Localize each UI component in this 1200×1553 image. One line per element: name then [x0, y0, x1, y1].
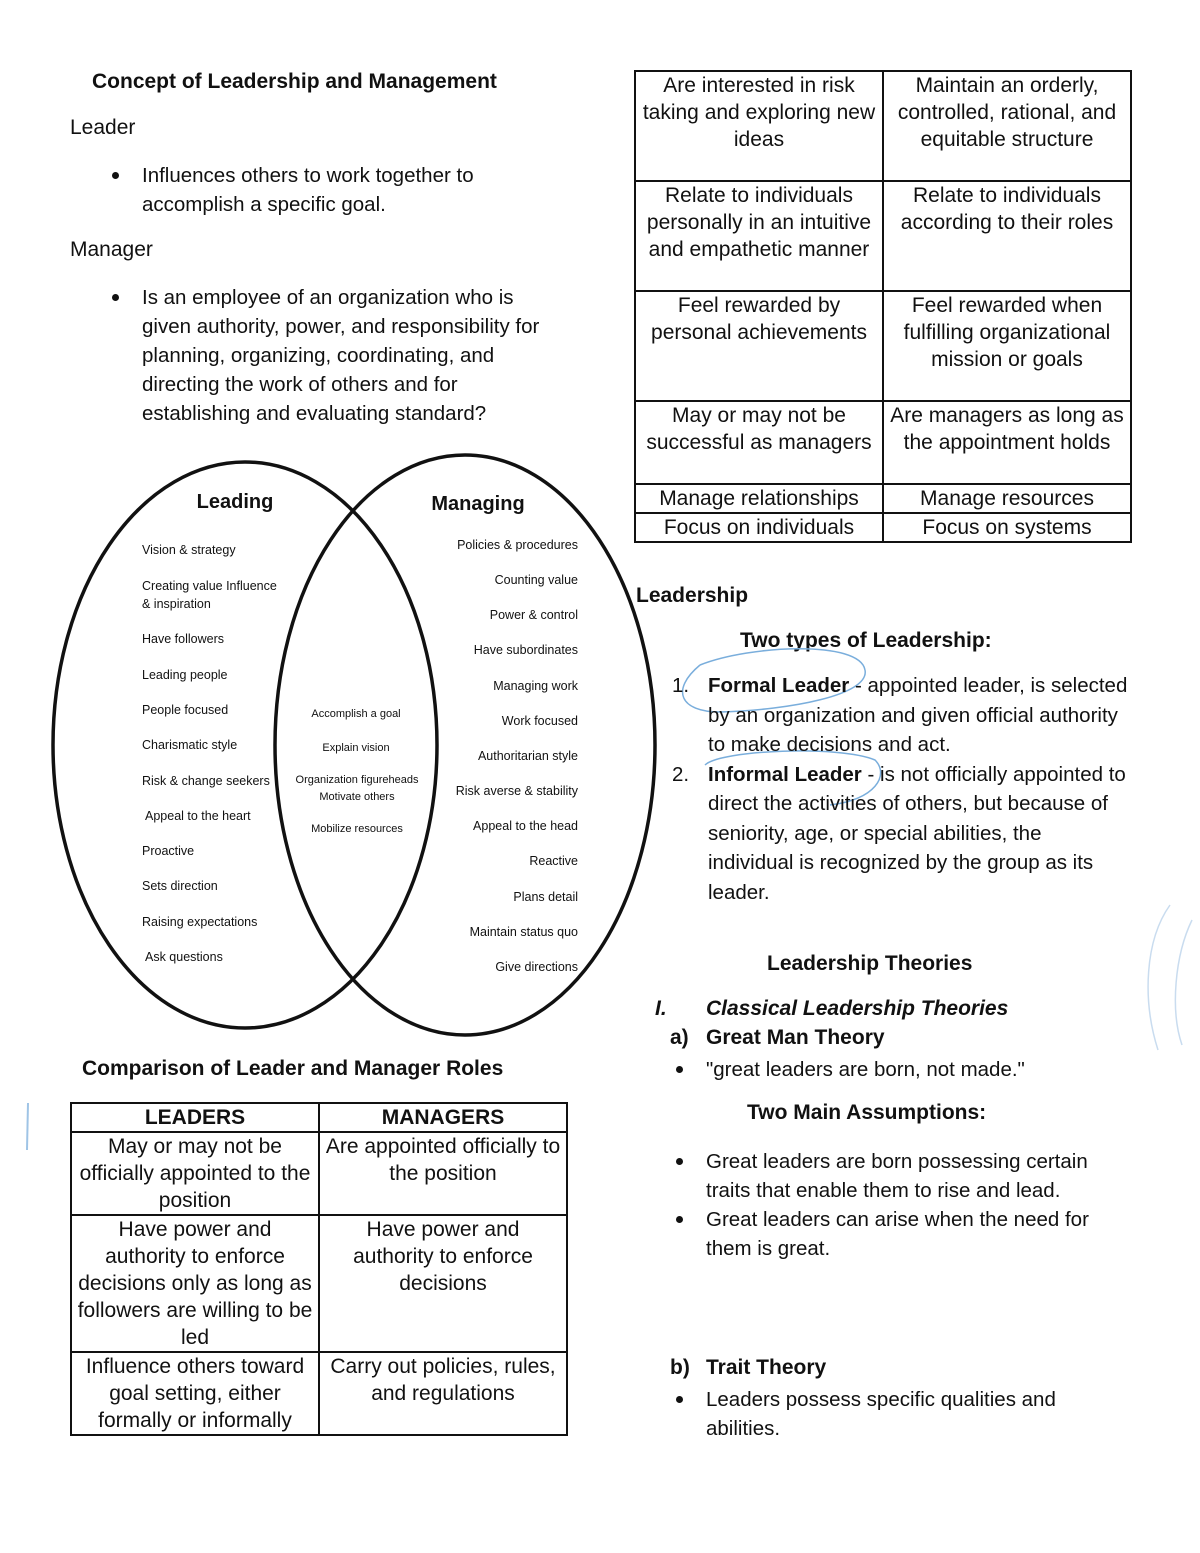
managers-header: MANAGERS	[319, 1103, 567, 1132]
comparison-title: Comparison of Leader and Manager Roles	[82, 1057, 504, 1080]
table-cell: Relate to individuals personally in an intuitive and empathetic manner	[635, 181, 883, 291]
table-cell: Have power and authority to enforce decisions	[319, 1215, 567, 1352]
manager-label: Manager	[70, 238, 153, 261]
managing-item: Plans detail	[513, 890, 578, 904]
managing-item: Power & control	[489, 608, 578, 622]
trait-bullets	[670, 1385, 1130, 1443]
two-types-title: Two types of Leadership:	[740, 629, 992, 652]
table-cell: Feel rewarded when fulfilling organizational mission or goals	[883, 291, 1131, 401]
leading-item: Leading people	[142, 668, 228, 682]
table-row	[635, 484, 1131, 513]
assumption-item: Great leaders are born possessing certain traits that enable them to rise and lead.	[670, 1147, 1130, 1205]
leading-item: People focused	[142, 703, 229, 717]
leading-item: Risk & change seekers	[142, 774, 270, 788]
classical-number: I.	[655, 997, 667, 1020]
managing-item: Give directions	[495, 960, 578, 974]
great-man-bullets	[670, 1055, 1140, 1084]
table-cell: Focus on systems	[883, 513, 1131, 542]
trait-title: Trait Theory	[706, 1356, 827, 1379]
trait-number: b)	[670, 1356, 690, 1379]
leading-item: & inspiration	[142, 597, 211, 611]
shared-item: Accomplish a goal	[311, 708, 401, 720]
leader-label: Leader	[70, 116, 136, 139]
table-cell: Carry out policies, rules, and regulations	[319, 1352, 567, 1435]
table-row	[635, 513, 1131, 542]
table-row	[635, 401, 1131, 484]
leaders-header: LEADERS	[71, 1103, 319, 1132]
manager-bullets	[106, 283, 556, 428]
leader-bullets	[106, 161, 546, 219]
managing-item: Counting value	[494, 573, 578, 587]
shared-item: Mobilize resources	[311, 823, 403, 835]
table-cell: Focus on individuals	[635, 513, 883, 542]
assumptions-title: Two Main Assumptions:	[747, 1101, 987, 1124]
table-cell: Relate to individuals according to their roles	[883, 181, 1131, 291]
managing-item: Maintain status quo	[469, 925, 578, 939]
table-cell: Feel rewarded by personal achievements	[635, 291, 883, 401]
leading-item: Have followers	[142, 632, 224, 646]
leadership-heading: Leadership	[636, 584, 749, 607]
table-cell: Manage relationships	[635, 484, 883, 513]
leading-item: Ask questions	[145, 950, 223, 964]
table-cell: May or may not be officially appointed to the position	[71, 1132, 319, 1215]
table-row	[71, 1215, 567, 1352]
margin-marks	[1130, 900, 1200, 1060]
formal-leader-text: - appointed leader, is selected by an organization and given official authority to make decisions and act.	[708, 674, 1128, 756]
table-cell: Have power and authority to enforce decisions only as long as followers are willing to be led	[71, 1215, 319, 1352]
table-row	[635, 291, 1131, 401]
table-cell: Influence others toward goal setting, either formally or informally	[71, 1352, 319, 1435]
list-number: 1.	[672, 674, 690, 697]
leading-item: Creating value Influence	[142, 579, 277, 593]
table-header-row	[71, 1103, 567, 1132]
managing-item: Risk averse & stability	[455, 784, 578, 798]
table-row	[71, 1132, 567, 1215]
trait-bullet: Leaders possess specific qualities and abilities.	[670, 1385, 1130, 1443]
managing-item: Managing work	[493, 679, 578, 693]
table-cell: Are interested in risk taking and exploring new ideas	[635, 71, 883, 181]
informal-leader-item	[672, 760, 1132, 908]
informal-leader-term: Informal Leader	[708, 762, 862, 786]
list-number: 2.	[672, 762, 690, 786]
theories-title: Leadership Theories	[767, 952, 973, 975]
assumption-item: Great leaders can arise when the need for them is great.	[670, 1205, 1130, 1263]
leading-item: Vision & strategy	[142, 543, 236, 557]
shared-item: Organization figureheads	[295, 774, 419, 786]
assumptions-list	[670, 1147, 1130, 1263]
informal-leader-text: - is not officially appointed to direct the activities of others, but because of seniority, age, or special abilities, the individual is recognized by the group as its leader.	[708, 762, 1126, 904]
managing-items	[456, 538, 579, 974]
leadership-types-list	[672, 671, 1132, 907]
leading-item: Raising expectations	[142, 915, 258, 929]
leading-item: Appeal to the heart	[145, 809, 251, 823]
managing-item: Authoritarian style	[477, 749, 578, 763]
comparison-table	[70, 1102, 568, 1436]
managing-item: Have subordinates	[473, 643, 578, 657]
formal-leader-term: Formal Leader	[708, 674, 850, 697]
page-title: Concept of Leadership and Management	[92, 70, 497, 93]
table-row	[71, 1352, 567, 1435]
leading-item: Charismatic style	[142, 738, 238, 752]
table-cell: May or may not be successful as managers	[635, 401, 883, 484]
venn-diagram	[0, 450, 680, 1050]
table-cell: Manage resources	[883, 484, 1131, 513]
great-man-title: Great Man Theory	[706, 1026, 885, 1049]
venn-leading-title: Leading	[196, 491, 274, 513]
table-cell: Are appointed officially to the position	[319, 1132, 567, 1215]
table-row	[635, 71, 1131, 181]
managing-item: Work focused	[501, 714, 578, 728]
roles-continued-table	[634, 70, 1132, 543]
managing-item: Reactive	[529, 854, 578, 868]
shared-items	[296, 708, 419, 835]
leading-item: Sets direction	[142, 879, 218, 893]
managing-item: Policies & procedures	[457, 538, 578, 552]
leader-bullet: Influences others to work together to accomplish a specific goal.	[106, 161, 546, 219]
great-man-quote: "great leaders are born, not made."	[670, 1055, 1140, 1084]
margin-mark-left	[18, 1100, 38, 1155]
classical-title: Classical Leadership Theories	[706, 997, 1009, 1020]
shared-item: Motivate others	[319, 791, 395, 803]
managing-item: Appeal to the head	[473, 819, 578, 833]
manager-bullet: Is an employee of an organization who is given authority, power, and responsibility for planning, organizing, coordinating, and directing the work of others and for establishing and evaluating standard?	[106, 283, 556, 428]
table-row	[635, 181, 1131, 291]
venn-managing-title: Managing	[431, 493, 525, 515]
table-cell: Maintain an orderly, controlled, rational, and equitable structure	[883, 71, 1131, 181]
great-man-number: a)	[670, 1026, 689, 1049]
leading-item: Proactive	[142, 844, 195, 858]
leading-items	[142, 543, 277, 964]
formal-leader-item	[672, 671, 1132, 760]
shared-item: Explain vision	[322, 742, 390, 754]
table-cell: Are managers as long as the appointment holds	[883, 401, 1131, 484]
